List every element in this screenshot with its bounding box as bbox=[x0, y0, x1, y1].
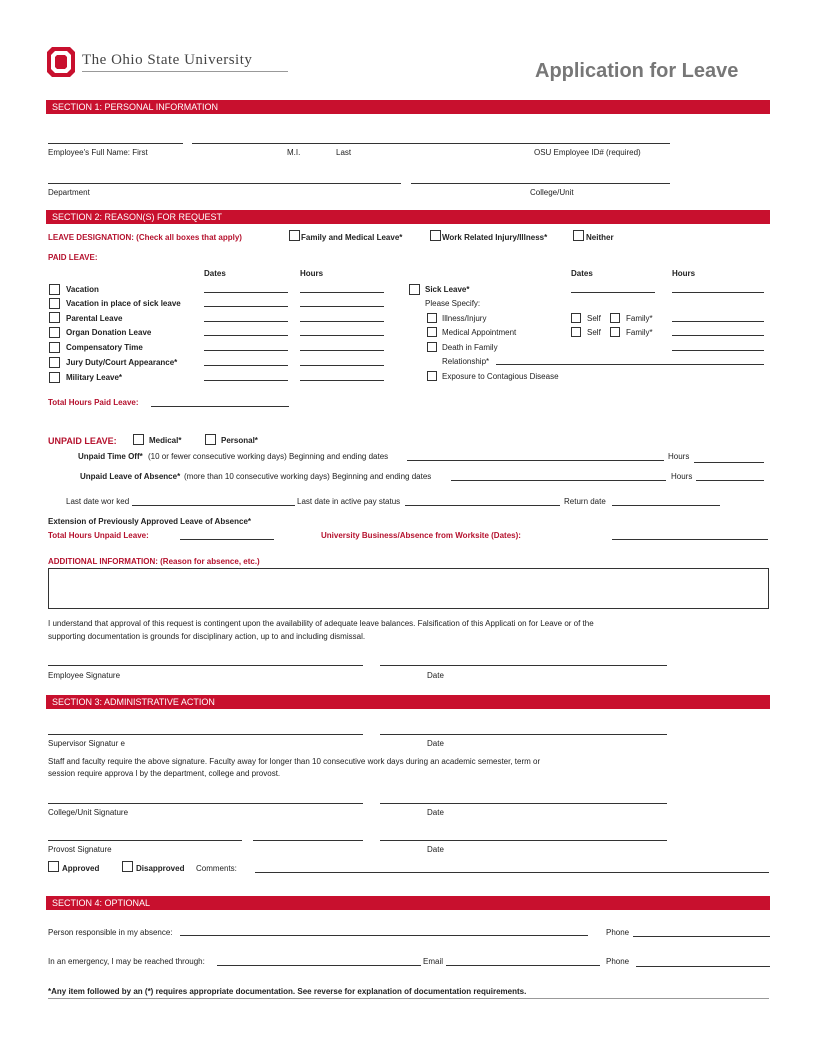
vacation-sick-hours-field[interactable] bbox=[300, 306, 384, 307]
return-label: Return date bbox=[564, 497, 606, 506]
section3-header: SECTION 3: ADMINISTRATIVE ACTION bbox=[46, 695, 770, 709]
jury-hours-field[interactable] bbox=[300, 365, 384, 366]
jury-duty-label: Jury Duty/Court Appearance* bbox=[66, 358, 178, 367]
disclaimer-line1: I understand that approval of this request is contingent upon the availability of adequate leave balances. Falsification of this Applicati on for Leave or of the bbox=[48, 619, 594, 628]
return-date-field[interactable] bbox=[612, 505, 720, 506]
illness-hours-field[interactable] bbox=[672, 321, 764, 322]
university-business-field[interactable] bbox=[612, 539, 768, 540]
osu-logo-icon bbox=[46, 46, 76, 78]
sick-dates-field[interactable] bbox=[571, 292, 655, 293]
medical-hours-field[interactable] bbox=[672, 335, 764, 336]
provost-signature-field-2[interactable] bbox=[253, 840, 363, 841]
vacation-hours-field[interactable] bbox=[300, 292, 384, 293]
vacation-sick-dates-field[interactable] bbox=[204, 306, 288, 307]
parental-dates-field[interactable] bbox=[204, 321, 288, 322]
extension-label: Extension of Previously Approved Leave of Absence* bbox=[48, 517, 252, 526]
illness-checkbox[interactable] bbox=[427, 313, 437, 323]
unpaid-loa-hours-field[interactable] bbox=[696, 480, 764, 481]
supervisor-date-field[interactable] bbox=[380, 734, 667, 735]
work-injury-checkbox[interactable] bbox=[430, 230, 441, 241]
supervisor-signature-field[interactable] bbox=[48, 734, 363, 735]
disclaimer-line2: supporting documentation is grounds for disciplinary action, up to and including dismissal. bbox=[48, 632, 366, 641]
approved-checkbox[interactable] bbox=[48, 861, 59, 872]
sick-hours-field[interactable] bbox=[672, 292, 764, 293]
comments-field[interactable] bbox=[255, 872, 769, 873]
total-paid-field[interactable] bbox=[151, 406, 289, 407]
university-business-label: University Business/Absence from Worksite (Dates): bbox=[321, 531, 521, 540]
emergency-phone-label: Phone bbox=[606, 957, 630, 966]
sick-leave-checkbox[interactable] bbox=[409, 284, 420, 295]
form-title: Application for Leave bbox=[535, 60, 739, 82]
medical-family-checkbox[interactable] bbox=[610, 327, 620, 337]
footer-rule bbox=[48, 998, 769, 999]
comp-dates-field[interactable] bbox=[204, 350, 288, 351]
total-unpaid-field[interactable] bbox=[180, 539, 274, 540]
dates-header-left: Dates bbox=[204, 269, 226, 278]
organ-hours-field[interactable] bbox=[300, 335, 384, 336]
employee-date-label: Date bbox=[427, 671, 444, 680]
emplid-label: OSU Employee ID# (required) bbox=[534, 148, 641, 157]
comments-label: Comments: bbox=[196, 864, 237, 873]
employee-signature-label: Employee Signature bbox=[48, 671, 121, 680]
comp-hours-field[interactable] bbox=[300, 350, 384, 351]
supervisor-signature-label: Supervisor Signatur e bbox=[48, 739, 125, 748]
please-specify-label: Please Specify: bbox=[425, 299, 481, 308]
responsible-label: Person responsible in my absence: bbox=[48, 928, 173, 937]
organ-donation-checkbox[interactable] bbox=[49, 327, 60, 338]
college-date-field[interactable] bbox=[380, 803, 667, 804]
jury-duty-checkbox[interactable] bbox=[49, 357, 60, 368]
military-checkbox[interactable] bbox=[49, 372, 60, 383]
parental-label: Parental Leave bbox=[66, 314, 123, 323]
unpaid-loa-desc: (more than 10 consecutive working days) Beginning and ending dates bbox=[184, 472, 432, 481]
neither-label: Neither bbox=[586, 233, 614, 242]
provost-date-field[interactable] bbox=[380, 840, 667, 841]
college-signature-label: College/Unit Signature bbox=[48, 808, 129, 817]
parental-checkbox[interactable] bbox=[49, 312, 60, 323]
total-paid-label: Total Hours Paid Leave: bbox=[48, 398, 139, 407]
unpaid-timeoff-hours-label: Hours bbox=[668, 452, 690, 461]
additional-info-textarea[interactable] bbox=[48, 568, 769, 609]
military-label: Military Leave* bbox=[66, 373, 123, 382]
university-name: The Ohio State University bbox=[82, 52, 253, 68]
email-field[interactable] bbox=[446, 965, 600, 966]
emergency-field[interactable] bbox=[217, 965, 421, 966]
relationship-field[interactable] bbox=[496, 364, 764, 365]
unpaid-personal-checkbox[interactable] bbox=[205, 434, 216, 445]
sick-leave-label: Sick Leave* bbox=[425, 285, 470, 294]
death-family-label: Death in Family bbox=[442, 343, 498, 352]
vacation-checkbox[interactable] bbox=[49, 284, 60, 295]
provost-signature-label: Provost Signature bbox=[48, 845, 112, 854]
mi-label: M.I. bbox=[287, 148, 301, 157]
section1-header: SECTION 1: PERSONAL INFORMATION bbox=[46, 100, 770, 114]
unpaid-timeoff-dates-field[interactable] bbox=[407, 460, 664, 461]
unpaid-personal-label: Personal* bbox=[221, 436, 258, 445]
neither-checkbox[interactable] bbox=[573, 230, 584, 241]
unpaid-loa-hours-label: Hours bbox=[671, 472, 693, 481]
disapproved-label: Disapproved bbox=[136, 864, 185, 873]
last-worked-label: Last date wor ked bbox=[66, 497, 130, 506]
employee-signature-field[interactable] bbox=[48, 665, 363, 666]
medical-self-label: Self bbox=[587, 328, 601, 337]
unpaid-timeoff-desc: (10 or fewer consecutive working days) Beginning and ending dates bbox=[148, 452, 389, 461]
vacation-sick-checkbox[interactable] bbox=[49, 298, 60, 309]
last-worked-field[interactable] bbox=[132, 505, 295, 506]
unpaid-timeoff-label: Unpaid Time Off* bbox=[78, 452, 143, 461]
unpaid-medical-label: Medical* bbox=[149, 436, 182, 445]
work-injury-label: Work Related Injury/Illness* bbox=[442, 233, 548, 242]
organ-dates-field[interactable] bbox=[204, 335, 288, 336]
vacation-label: Vacation bbox=[66, 285, 99, 294]
fmla-checkbox[interactable] bbox=[289, 230, 300, 241]
admin-note-line2: session require approva l by the department, college and provost. bbox=[48, 769, 281, 778]
jury-dates-field[interactable] bbox=[204, 365, 288, 366]
hours-header-left: Hours bbox=[300, 269, 324, 278]
unpaid-loa-label: Unpaid Leave of Absence* bbox=[80, 472, 181, 481]
medical-appt-checkbox[interactable] bbox=[427, 327, 437, 337]
comp-time-label: Compensatory Time bbox=[66, 343, 143, 352]
exposure-label: Exposure to Contagious Disease bbox=[442, 372, 559, 381]
department-field[interactable] bbox=[48, 183, 401, 184]
college-field[interactable] bbox=[411, 183, 670, 184]
fmla-label: Family and Medical Leave* bbox=[301, 233, 403, 242]
university-rule bbox=[82, 71, 288, 72]
responsible-phone-label: Phone bbox=[606, 928, 630, 937]
illness-family-checkbox[interactable] bbox=[610, 313, 620, 323]
organ-donation-label: Organ Donation Leave bbox=[66, 328, 152, 337]
exposure-checkbox[interactable] bbox=[427, 371, 437, 381]
emergency-label: In an emergency, I may be reached through: bbox=[48, 957, 205, 966]
last-active-label: Last date in active pay status bbox=[297, 497, 401, 506]
name-label: Employee's Full Name: First bbox=[48, 148, 148, 157]
college-signature-field[interactable] bbox=[48, 803, 363, 804]
college-date-label: Date bbox=[427, 808, 444, 817]
leave-designation-label: LEAVE DESIGNATION: (Check all boxes that apply) bbox=[48, 233, 242, 242]
illness-self-label: Self bbox=[587, 314, 601, 323]
last-active-field[interactable] bbox=[405, 505, 560, 506]
hours-header-right: Hours bbox=[672, 269, 696, 278]
additional-info-label: ADDITIONAL INFORMATION: (Reason for absence, etc.) bbox=[48, 557, 260, 566]
medical-appt-label: Medical Appointment bbox=[442, 328, 517, 337]
parental-hours-field[interactable] bbox=[300, 321, 384, 322]
responsible-phone-field[interactable] bbox=[633, 936, 770, 937]
medical-self-checkbox[interactable] bbox=[571, 327, 581, 337]
emergency-phone-field[interactable] bbox=[636, 966, 770, 967]
responsible-field[interactable] bbox=[180, 935, 588, 936]
dates-header-right: Dates bbox=[571, 269, 593, 278]
comp-time-checkbox[interactable] bbox=[49, 342, 60, 353]
illness-family-label: Family* bbox=[626, 314, 653, 323]
unpaid-leave-label: UNPAID LEAVE: bbox=[48, 436, 117, 446]
employee-date-field[interactable] bbox=[380, 665, 667, 666]
mi-last-emplid-field[interactable] bbox=[192, 143, 670, 144]
college-label: College/Unit bbox=[530, 188, 574, 197]
illness-self-checkbox[interactable] bbox=[571, 313, 581, 323]
approved-label: Approved bbox=[62, 864, 100, 873]
unpaid-medical-checkbox[interactable] bbox=[133, 434, 144, 445]
death-family-checkbox[interactable] bbox=[427, 342, 437, 352]
department-label: Department bbox=[48, 188, 90, 197]
section4-header: SECTION 4: OPTIONAL bbox=[46, 896, 770, 910]
unpaid-loa-dates-field[interactable] bbox=[451, 480, 666, 481]
vacation-dates-field[interactable] bbox=[204, 292, 288, 293]
relationship-label: Relationship* bbox=[442, 357, 490, 366]
provost-signature-field[interactable] bbox=[48, 840, 242, 841]
paid-leave-label: PAID LEAVE: bbox=[48, 253, 98, 262]
email-label: Email bbox=[423, 957, 444, 966]
first-name-field[interactable] bbox=[48, 143, 183, 144]
supervisor-date-label: Date bbox=[427, 739, 444, 748]
admin-note-line1: Staff and faculty require the above signature. Faculty away for longer than 10 consecutive work days during an academic semester, term or bbox=[48, 757, 541, 766]
illness-label: Illness/Injury bbox=[442, 314, 487, 323]
death-hours-field[interactable] bbox=[672, 350, 764, 351]
total-unpaid-label: Total Hours Unpaid Leave: bbox=[48, 531, 149, 540]
unpaid-timeoff-hours-field[interactable] bbox=[694, 462, 764, 463]
military-dates-field[interactable] bbox=[204, 380, 288, 381]
disapproved-checkbox[interactable] bbox=[122, 861, 133, 872]
last-name-label: Last bbox=[336, 148, 352, 157]
military-hours-field[interactable] bbox=[300, 380, 384, 381]
medical-family-label: Family* bbox=[626, 328, 653, 337]
footer-note: *Any item followed by an (*) requires appropriate documentation. See reverse for explanation of documentation requirements. bbox=[48, 987, 527, 996]
vacation-sick-label: Vacation in place of sick leave bbox=[66, 299, 181, 308]
section2-header: SECTION 2: REASON(S) FOR REQUEST bbox=[46, 210, 770, 224]
provost-date-label: Date bbox=[427, 845, 444, 854]
